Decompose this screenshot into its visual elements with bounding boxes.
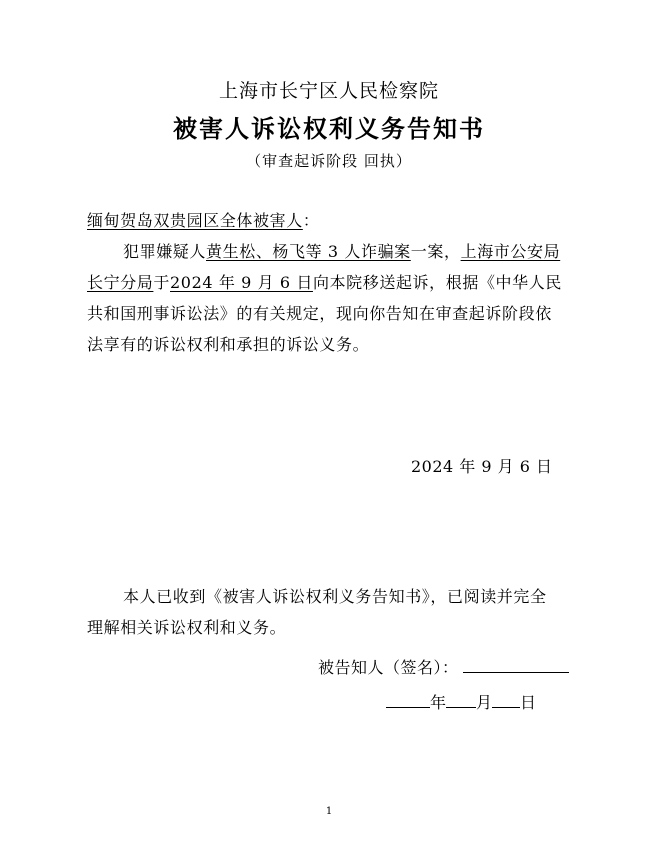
notice-mid-1: 一案， (410, 242, 461, 261)
notice-line-3: 共和国刑事诉讼法》的有关规定，现向你告知在审查起诉阶段依 (87, 304, 552, 323)
year-blank[interactable] (386, 693, 430, 708)
receipt-line-2: 理解相关诉讼权利和义务。 (87, 618, 287, 637)
month-blank[interactable] (446, 693, 476, 708)
notice-line-2 (87, 267, 577, 298)
agency-field-part1: 上海市公安局 (460, 242, 561, 261)
notice-rest-1: 向本院移送起诉，根据《中华人民 (312, 273, 562, 292)
notice-line-4: 法享有的诉讼权利和承担的诉讼义务。 (87, 335, 370, 354)
notice-mid-2: 于 (153, 273, 171, 292)
page-number: 1 (325, 806, 333, 817)
suspects-field: 黄生松、杨飞等 3 人诈骗案 (206, 242, 411, 261)
agency-field-part2: 长宁分局 (87, 273, 154, 292)
organization-name: 上海市长宁区人民检察院 (218, 80, 439, 102)
signature-line (318, 655, 569, 678)
transfer-date-field: 2024 年 9 月 6 日 (170, 273, 313, 292)
addressee-name: 缅甸贺岛双贵园区全体被害人 (87, 211, 303, 230)
document-title: 被害人诉讼权利义务告知书 (173, 114, 485, 143)
document-subtitle: （审查起诉阶段 回执） (246, 152, 412, 170)
notice-prefix: 犯罪嫌疑人 (123, 242, 207, 261)
addressee-colon: ： (302, 211, 320, 230)
signature-label: 被告知人（签名）： (318, 658, 459, 677)
addressee-line (87, 205, 577, 236)
year-label: 年 (430, 693, 447, 712)
month-label: 月 (476, 693, 493, 712)
day-label: 日 (520, 693, 537, 712)
day-blank[interactable] (492, 693, 520, 708)
issue-date: 2024 年 9 月 6 日 (411, 457, 553, 476)
notice-paragraph (87, 236, 577, 360)
signature-blank[interactable] (463, 658, 569, 673)
receipt-line-1: 本人已收到《被害人诉讼权利义务告知书》，已阅读并完全 (123, 587, 547, 606)
receipt-paragraph (87, 581, 577, 643)
notice-line-1 (87, 236, 577, 267)
receipt-date-line (386, 690, 536, 713)
